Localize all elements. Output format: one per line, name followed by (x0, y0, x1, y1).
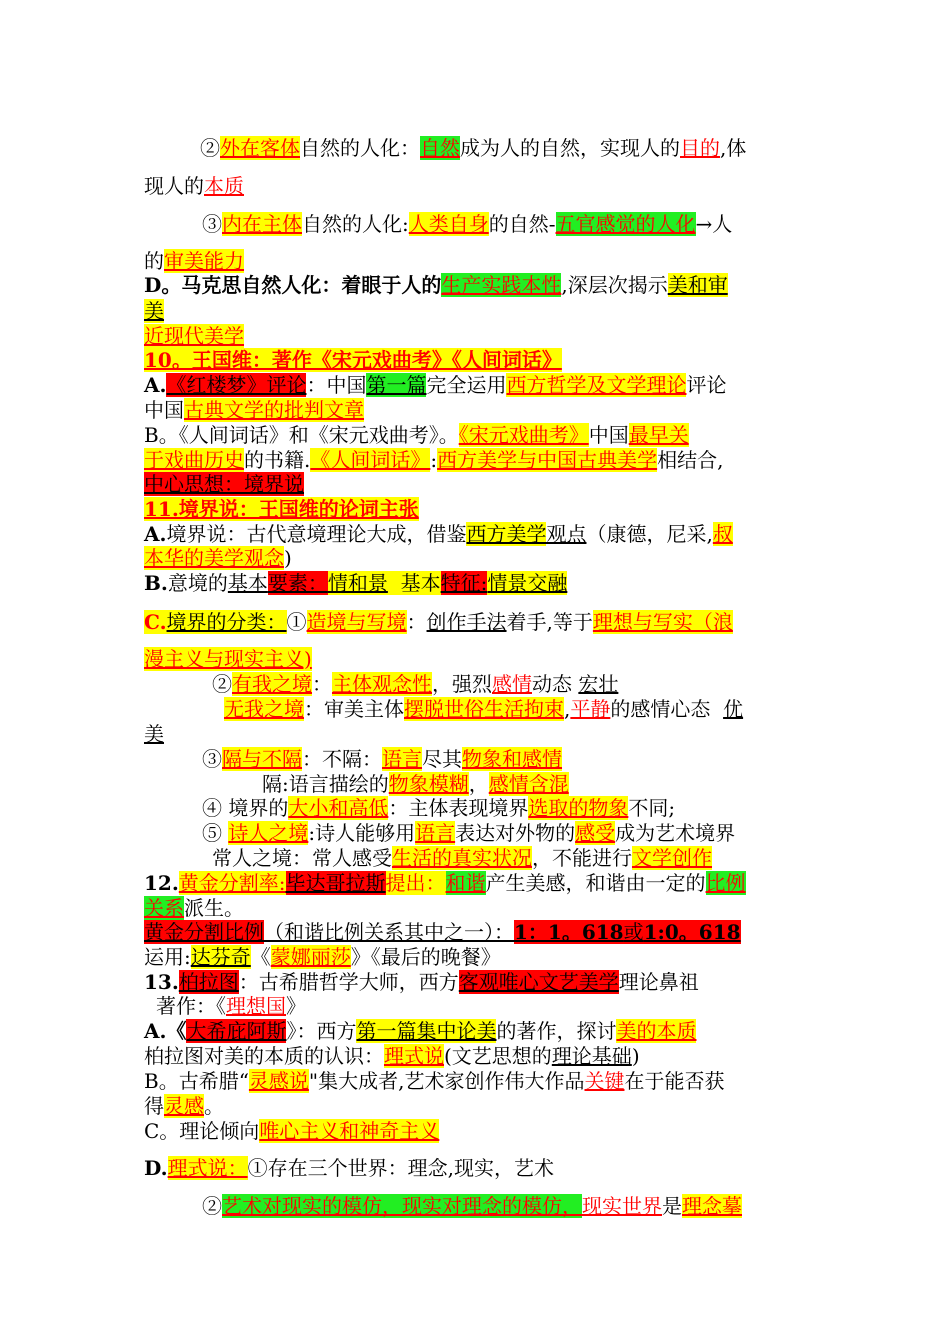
text-segment: ①存在三个世界：理念,现实，艺术 (247, 1156, 554, 1180)
text-segment: ) (284, 546, 292, 570)
text-segment: ， (468, 772, 489, 796)
highlighted-text: 选取的物象 (528, 796, 629, 820)
highlighted-text: 人类自身 (408, 212, 489, 236)
highlighted-text: 1：1。618 (514, 920, 624, 944)
highlighted-text: 理念摹 (682, 1194, 742, 1218)
highlighted-text: 艺术对现实的模仿，现实对理念的模仿， (222, 1194, 582, 1218)
text-segment: 意境的 (167, 571, 228, 595)
text-segment: ，不能进行 (532, 846, 632, 870)
highlighted-text: 和谐 (445, 871, 486, 895)
text-line (262, 772, 569, 796)
text-line (144, 1019, 696, 1043)
text-segment: 》：西方 (286, 1019, 357, 1043)
text-segment: ：审美主体 (304, 697, 404, 721)
text-segment: B。古希腊“ (144, 1069, 249, 1093)
text-segment: ：中国 (306, 373, 367, 397)
text-line (144, 348, 562, 372)
text-line (202, 212, 732, 236)
text-segment: 理论鼻祖 (618, 970, 699, 994)
text-segment: 运用: (144, 945, 191, 969)
text-segment: 的书籍. (244, 448, 311, 472)
highlighted-text: 美 (144, 722, 164, 746)
highlighted-text: 最早关 (628, 423, 689, 447)
highlighted-text: 灵感说 (248, 1069, 309, 1093)
text-line (144, 896, 244, 920)
text-segment: ① (286, 610, 307, 634)
highlighted-text: 情景交融 (487, 571, 568, 595)
highlighted-text: 蒙娜丽莎 (270, 945, 351, 969)
highlighted-text: 平静 (570, 697, 611, 721)
highlighted-text: 大小和高低 (288, 796, 389, 820)
highlighted-text: 语言 (415, 821, 456, 845)
text-segment: 评论 (686, 373, 727, 397)
text-line (200, 136, 746, 160)
highlighted-text: B. (144, 571, 168, 595)
highlighted-text: 第一篇 (366, 373, 427, 397)
text-segment: ② (202, 1194, 222, 1218)
text-line (144, 871, 746, 895)
text-segment: 得 (144, 1094, 164, 1118)
highlighted-text: 美 (144, 299, 164, 323)
highlighted-text: 境界的分类： (166, 610, 287, 634)
text-line (156, 994, 306, 1018)
highlighted-text: A.《 (144, 1019, 187, 1043)
text-segment: 完全运用 (426, 373, 507, 397)
text-line (144, 373, 726, 397)
highlighted-text: 关键 (584, 1069, 625, 1093)
text-line (144, 647, 312, 671)
text-line (202, 821, 735, 845)
highlighted-text: 要素： (267, 571, 328, 595)
highlighted-text: 内在主体 (222, 212, 302, 236)
highlighted-text: D. (144, 1156, 168, 1180)
highlighted-text: 隔与不隔 (222, 747, 302, 771)
highlighted-text: 唯心主义和神奇主义 (259, 1119, 440, 1143)
text-line (144, 472, 304, 496)
text-segment: 产生美感，和谐由一定的 (485, 871, 706, 895)
text-line (144, 174, 244, 198)
highlighted-text: （和谐比例关系其中之一）： (264, 920, 514, 944)
highlighted-text: 理式说 (384, 1044, 444, 1068)
highlighted-text: 柏拉图 (178, 970, 239, 994)
text-line (144, 945, 501, 969)
highlighted-text: 诗人之境 (228, 821, 309, 845)
text-segment: （康德，尼采, (586, 522, 713, 546)
text-segment: 的 (144, 249, 164, 273)
highlighted-text: 理想与写实（浪 (592, 610, 733, 634)
highlighted-text: 目的 (680, 136, 720, 160)
highlighted-text: 物象模糊 (388, 772, 469, 796)
highlighted-text: A. (144, 373, 167, 397)
text-segment: ④ 境界的 (202, 796, 289, 820)
text-segment: 》《最后的晚餐》 (350, 945, 501, 969)
text-line (212, 846, 712, 870)
text-segment: 著作：《 (156, 994, 226, 1018)
text-line (202, 747, 562, 771)
highlighted-text: C. (144, 610, 167, 634)
highlighted-text: 中心思想：境界说 (144, 472, 304, 496)
text-segment: 境界说：古代意境理论大成，借鉴 (166, 522, 467, 546)
highlighted-text: 近现代美学 (144, 324, 244, 348)
highlighted-text: 情和景 (327, 571, 388, 595)
highlighted-text: 达芬奇 (190, 945, 251, 969)
highlighted-text: 大希庇阿斯 (186, 1019, 287, 1043)
highlighted-text: 语言 (382, 747, 422, 771)
highlighted-text: 外在客体 (220, 136, 300, 160)
highlighted-text: 黄金分割比例 (144, 920, 264, 944)
highlighted-text: 理想国 (226, 994, 286, 1018)
text-segment: ③ (202, 747, 222, 771)
highlighted-text: 生产实践本性 (441, 273, 562, 297)
highlighted-text: 生活的真实状况 (392, 846, 532, 870)
text-line (144, 970, 699, 994)
text-segment: 的自然- (488, 212, 556, 236)
text-segment: : (430, 448, 438, 472)
text-segment: ,深层次揭示 (561, 273, 668, 297)
text-line (144, 423, 689, 447)
highlighted-text: 关系 (144, 896, 184, 920)
text-segment: 柏拉图对美的本质的认识： (144, 1044, 384, 1068)
text-segment: ② (212, 672, 232, 696)
text-segment: 隔:语言描绘的 (262, 772, 389, 796)
text-segment: ，强烈 (432, 672, 492, 696)
text-line (144, 324, 244, 348)
highlighted-text: 无我之境 (224, 697, 304, 721)
text-line (144, 1119, 439, 1143)
highlighted-text: 优 (723, 697, 744, 721)
text-segment: 派生。 (184, 896, 244, 920)
highlighted-text: 西方美学 (466, 522, 547, 546)
text-line (202, 796, 675, 820)
text-segment: 表达对外物的 (455, 821, 576, 845)
text-segment: 成为人的自然，实现人的 (460, 136, 680, 160)
highlighted-text: 理论基础 (551, 1044, 632, 1068)
highlighted-text: 于戏曲历史 (144, 448, 244, 472)
text-line (144, 398, 364, 422)
highlighted-text: 五官感觉的人化 (555, 212, 696, 236)
text-line (224, 697, 743, 721)
highlighted-text: 创作手法 (426, 610, 507, 634)
highlighted-text: A. (144, 522, 167, 546)
highlighted-text: 叔 (712, 522, 733, 546)
highlighted-text: 11.境界说：王国维的论词主张 (144, 497, 419, 521)
text-line (144, 1069, 724, 1093)
highlighted-text: 漫主义与现实主义) (144, 647, 312, 671)
highlighted-text: 理式说： (167, 1156, 248, 1180)
highlighted-text: 特征: (440, 571, 488, 595)
text-line (144, 546, 292, 570)
text-line (144, 522, 733, 546)
highlighted-text: 现实世界 (582, 1194, 662, 1218)
text-segment: 成为艺术境界 (615, 821, 736, 845)
highlighted-text: 13. (144, 970, 179, 994)
highlighted-text: 主体观念性 (332, 672, 432, 696)
highlighted-text: 毕达哥拉斯 (285, 871, 386, 895)
highlighted-text: 灵感 (164, 1094, 204, 1118)
text-segment: 自然的人化： (300, 136, 420, 160)
highlighted-text: 自然 (420, 136, 460, 160)
highlighted-text: 基本 (227, 571, 268, 595)
highlighted-text: 本质 (204, 174, 244, 198)
text-segment: ) (631, 1044, 640, 1068)
text-segment: ： (406, 610, 427, 634)
highlighted-text: 12. (144, 871, 179, 895)
highlighted-text: 提出： (385, 871, 446, 895)
highlighted-text: 物象和感情 (462, 747, 562, 771)
text-segment: 相结合, (657, 448, 724, 472)
text-segment: B。《人间词话》和《宋元戏曲考》。 (144, 423, 459, 447)
text-segment: 自然的人化: (302, 212, 409, 236)
highlighted-text: D。马克思自然人化：着眼于人的 (144, 273, 442, 297)
text-line (144, 249, 244, 273)
text-segment: 常人之境：常人感受 (212, 846, 392, 870)
text-segment: 在于能否获 (624, 1069, 725, 1093)
text-line (144, 497, 419, 521)
text-segment: 动态 (532, 672, 579, 696)
text-segment: "集大成者,艺术家创作伟大作品 (308, 1069, 585, 1093)
highlighted-text: 基本 (387, 571, 441, 595)
text-segment: ：主体表现境界 (388, 796, 529, 820)
highlighted-text: 西方哲学及文学理论 (506, 373, 687, 397)
highlighted-text: 宏壮 (578, 672, 619, 696)
highlighted-text: 美的本质 (616, 1019, 697, 1043)
text-segment: ③ (202, 212, 222, 236)
highlighted-text: 黄金分割率: (178, 871, 286, 895)
highlighted-text: 美和审 (667, 273, 728, 297)
text-segment: ：古希腊哲学大师，西方 (238, 970, 459, 994)
text-segment: 。 (204, 1094, 224, 1118)
text-segment: ,体 (720, 136, 747, 160)
text-segment: 》 (286, 994, 306, 1018)
highlighted-text: 有我之境 (232, 672, 312, 696)
text-line (144, 273, 728, 297)
text-line (144, 610, 733, 634)
text-line (144, 1156, 554, 1180)
text-line (144, 1044, 640, 1068)
text-line (144, 1094, 224, 1118)
highlighted-text: 摆脱世俗生活拘束 (404, 697, 564, 721)
text-segment: (文艺思想的 (444, 1044, 552, 1068)
highlighted-text: 《人间词话》 (310, 448, 431, 472)
text-segment: ⑤ (202, 821, 229, 845)
highlighted-text: 西方美学与中国古典美学 (437, 448, 658, 472)
text-segment: , (564, 697, 571, 721)
text-segment: C。理论倾向 (144, 1119, 260, 1143)
highlighted-text: 造境与写境 (306, 610, 407, 634)
highlighted-text: 审美能力 (164, 249, 244, 273)
text-segment: ： (312, 672, 332, 696)
highlighted-text: 《红楼梦》评论 (166, 373, 307, 397)
text-segment: 不同; (628, 796, 676, 820)
text-segment: :诗人能够用 (308, 821, 416, 845)
text-segment: 是 (662, 1194, 682, 1218)
text-segment: →人 (695, 212, 733, 236)
highlighted-text: 感情 (492, 672, 532, 696)
text-segment: 《 (250, 945, 271, 969)
highlighted-text: 古典文学的批判文章 (184, 398, 364, 422)
highlighted-text: 10。王国维：著作《宋元戏曲考》《人间词话》 (144, 348, 562, 372)
text-segment: 中国 (144, 398, 184, 422)
highlighted-text: 感受 (575, 821, 616, 845)
highlighted-text: 观点 (546, 522, 587, 546)
highlighted-text: 比例 (705, 871, 746, 895)
highlighted-text: 或 (623, 920, 644, 944)
text-line (212, 672, 618, 696)
text-line (202, 1194, 742, 1218)
highlighted-text: 感情含混 (488, 772, 569, 796)
text-segment: 的感情心态 (610, 697, 724, 721)
highlighted-text: 1:0。618 (643, 920, 741, 944)
highlighted-text: 第一篇集中论美 (356, 1019, 497, 1043)
text-line (144, 722, 164, 746)
text-segment: ② (200, 136, 220, 160)
highlighted-text: 客观唯心文艺美学 (458, 970, 619, 994)
text-segment: 尽其 (422, 747, 462, 771)
text-segment: 着手,等于 (506, 610, 593, 634)
highlighted-text: 文学创作 (632, 846, 712, 870)
highlighted-text: 本华的美学观念 (144, 546, 284, 570)
text-segment: 的著作，探讨 (496, 1019, 617, 1043)
text-segment: 现人的 (144, 174, 204, 198)
highlighted-text: 《宋元戏曲考》 (458, 423, 589, 447)
text-line (144, 448, 723, 472)
text-line (144, 571, 567, 595)
text-line (144, 920, 741, 944)
text-line (144, 299, 164, 323)
text-segment: 中国 (588, 423, 629, 447)
text-segment: ：不隔： (302, 747, 382, 771)
